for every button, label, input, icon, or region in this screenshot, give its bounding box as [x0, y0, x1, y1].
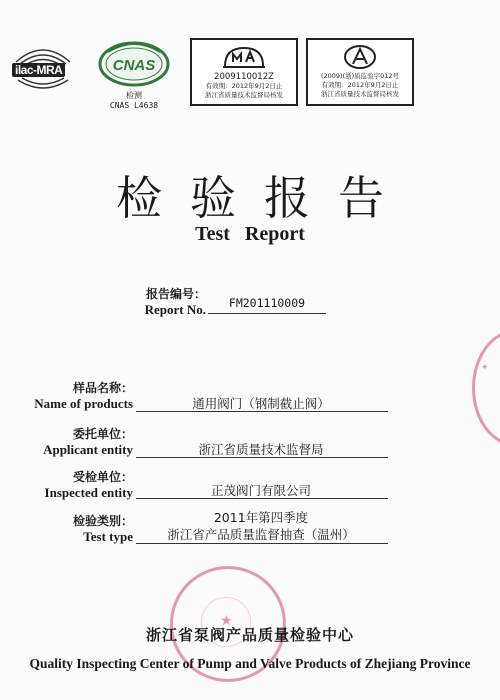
field-applicant-entity-value: 浙江省质量技术监督局 [198, 442, 324, 457]
ilac-text: ilac-MRA [12, 63, 65, 77]
field-label-cn: 样品名称： [72, 381, 133, 395]
issuer-name-en: Quality Inspecting Center of Pump and Valve Products of Zhejiang Province [29, 656, 471, 671]
report-no-label-en: Report No. [144, 302, 206, 317]
field-label-en: Name of products [34, 396, 133, 411]
cma-validity: 有效期：2012年9月2日止 [205, 82, 283, 90]
report-title-en: Test Report [195, 223, 305, 245]
field-underline [136, 411, 388, 412]
field-label-en: Inspected entity [44, 485, 133, 500]
cal-stamp [306, 38, 414, 106]
field-name-of-products-label [3, 381, 133, 411]
field-inspected-entity-label [3, 470, 133, 500]
ilac-mra-logo [8, 40, 78, 95]
field-label-en: Applicant entity [43, 442, 133, 457]
red-seal-right [472, 330, 500, 446]
cma-stamp [190, 38, 298, 106]
seal-star-icon: ★ [220, 613, 233, 629]
cal-issuer: 浙江省质量技术监督局核发 [321, 90, 399, 98]
field-label-cn: 委托单位： [72, 427, 133, 441]
field-underline [136, 543, 388, 544]
field-label-cn: 受检单位： [72, 470, 133, 484]
report-no-label-cn: 报告编号： [145, 287, 206, 301]
field-underline [136, 498, 388, 499]
field-label-en: Test type [83, 529, 133, 544]
seal-right-mark-icon: ✦ [481, 363, 489, 373]
cma-code: 2009110012Z [214, 72, 274, 82]
report-no-value: FM201110009 [228, 296, 306, 310]
cal-validity: 有效期：2012年9月2日止 [321, 81, 399, 89]
cal-emblem-icon [337, 44, 383, 70]
cma-emblem-icon [221, 44, 267, 70]
field-test-type-value-period: 2011年第四季度 [213, 510, 309, 525]
field-underline [136, 457, 388, 458]
field-test-type-label [3, 514, 133, 544]
cnas-mark-text: CNAS [112, 57, 156, 74]
cnas-code: CNAS L4638 [109, 101, 159, 110]
cnas-sub-label: 检测 [126, 91, 142, 100]
cnas-logo [96, 40, 172, 120]
cnas-emblem-icon [98, 40, 170, 88]
cma-issuer: 浙江省质量技术监督局核发 [205, 91, 283, 99]
field-test-type-value-program: 浙江省产品质量监督抽查（温州） [167, 527, 355, 542]
field-inspected-entity-value: 正茂阀门有限公司 [210, 483, 311, 498]
report-no-label [100, 287, 206, 317]
report-title-cn: 检验报告 [116, 171, 412, 225]
issuer-name-cn: 浙江省泵阀产品质量检验中心 [145, 626, 354, 644]
field-name-of-products-value: 通用阀门（钢制截止阀） [192, 396, 330, 411]
field-label-cn: 检验类别： [72, 514, 133, 528]
report-no-underline [208, 313, 326, 314]
field-applicant-entity-label [3, 427, 133, 457]
cal-code: (2009)(浙)质监验字012号 [320, 72, 400, 80]
